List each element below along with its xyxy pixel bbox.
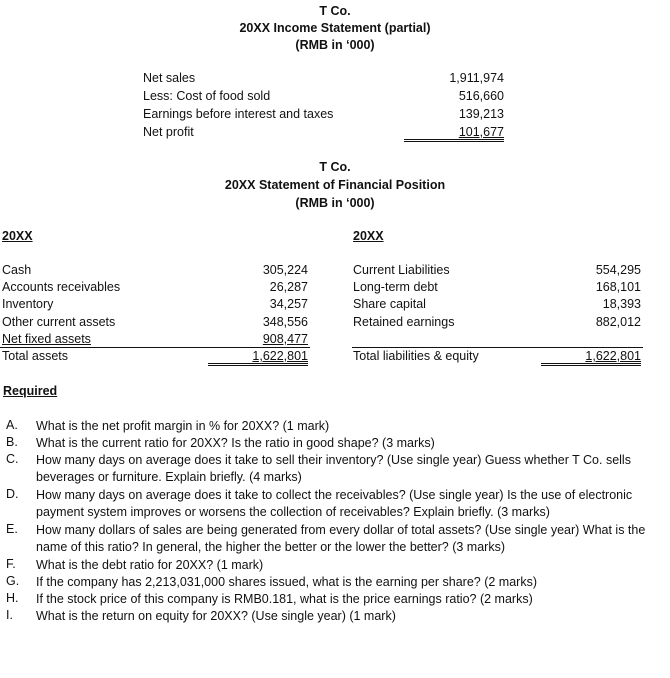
liabilities-year-header: 20XX <box>353 229 384 243</box>
income-row-value: 1,911,974 <box>449 71 504 85</box>
position-title: 20XX Statement of Financial Position <box>224 178 446 192</box>
total-liabilities-text: 1,622,801 <box>585 349 641 363</box>
liability-label: Current Liabilities <box>353 263 450 277</box>
asset-value: 348,556 <box>262 315 308 329</box>
total-assets-label: Total assets <box>2 349 69 363</box>
income-unit: (RMB in ‘000) <box>295 38 375 52</box>
required-heading: Required <box>3 384 58 398</box>
question-text: How many dollars of sales are being generated from every dollar of total assets? (Use single year) What is the name of this ratio? In general, the higher the better or the lower the better? (3 marks) <box>36 523 646 554</box>
total-assets-value <box>208 349 308 366</box>
divider <box>352 347 643 348</box>
income-row-label: Net sales <box>143 71 196 85</box>
total-liabilities-value <box>541 349 641 366</box>
question-letter: H. <box>6 591 19 605</box>
income-row-label: Earnings before interest and taxes <box>143 107 334 121</box>
question-text: How many days on average does it take to collect the receivables? (Use single year) Is the use of electronic payment system improves or worsens the collection of receivables? Explain briefly. (3 marks) <box>36 488 633 519</box>
question-text: What is the return on equity for 20XX? (Use single year) (1 mark) <box>36 609 396 623</box>
asset-label: Cash <box>2 263 32 277</box>
liability-label: Long-term debt <box>353 280 438 294</box>
question-text: If the company has 2,213,031,000 shares issued, what is the earning per share? (2 marks) <box>36 575 537 589</box>
position-unit: (RMB in ‘000) <box>295 196 375 210</box>
question-letter: D. <box>6 487 19 501</box>
income-row-label: Net profit <box>143 125 194 139</box>
income-company: T Co. <box>319 4 351 18</box>
question-letter: E. <box>6 522 18 536</box>
asset-value: 34,257 <box>269 297 308 311</box>
total-assets-text: 1,622,801 <box>252 349 308 363</box>
question-letter: I. <box>6 608 13 622</box>
asset-label: Inventory <box>2 297 54 311</box>
question-letter: A. <box>6 418 18 432</box>
question-letter: F. <box>6 557 16 571</box>
net-profit-value <box>404 125 504 142</box>
asset-label: Other current assets <box>2 315 116 329</box>
income-title: 20XX Income Statement (partial) <box>239 21 431 35</box>
liability-value: 168,101 <box>595 280 641 294</box>
liability-value: 18,393 <box>602 297 641 311</box>
question-text: How many days on average does it take to sell their inventory? (Use single year) Guess whether T Co. sells beverages or furniture. Explain briefly. (4 marks) <box>36 453 631 484</box>
liability-value: 554,295 <box>595 263 641 277</box>
income-row-value: 139,213 <box>458 107 504 121</box>
liability-label: Share capital <box>353 297 426 311</box>
position-company: T Co. <box>319 160 351 174</box>
question-letter: C. <box>6 452 19 466</box>
asset-label: Net fixed assets <box>2 332 91 346</box>
income-row-label: Less: Cost of food sold <box>143 89 271 103</box>
asset-value: 305,224 <box>262 263 308 277</box>
asset-value: 26,287 <box>269 280 308 294</box>
question-letter: B. <box>6 435 18 449</box>
question-text: What is the current ratio for 20XX? Is the ratio in good shape? (3 marks) <box>36 436 435 450</box>
divider <box>0 347 310 348</box>
total-liabilities-label: Total liabilities & equity <box>353 349 479 363</box>
question-text: What is the net profit margin in % for 20XX? (1 mark) <box>36 419 330 433</box>
liability-label: Retained earnings <box>353 315 455 329</box>
question-text: What is the debt ratio for 20XX? (1 mark) <box>36 558 264 572</box>
liability-value: 882,012 <box>595 315 641 329</box>
asset-value: 908,477 <box>262 332 308 346</box>
question-text: If the stock price of this company is RMB0.181, what is the price earnings ratio? (2 marks) <box>36 592 533 606</box>
question-letter: G. <box>6 574 20 588</box>
asset-label: Accounts receivables <box>2 280 121 294</box>
assets-year-header: 20XX <box>2 229 33 243</box>
income-row-value: 516,660 <box>458 89 504 103</box>
net-profit-text: 101,677 <box>458 125 504 139</box>
